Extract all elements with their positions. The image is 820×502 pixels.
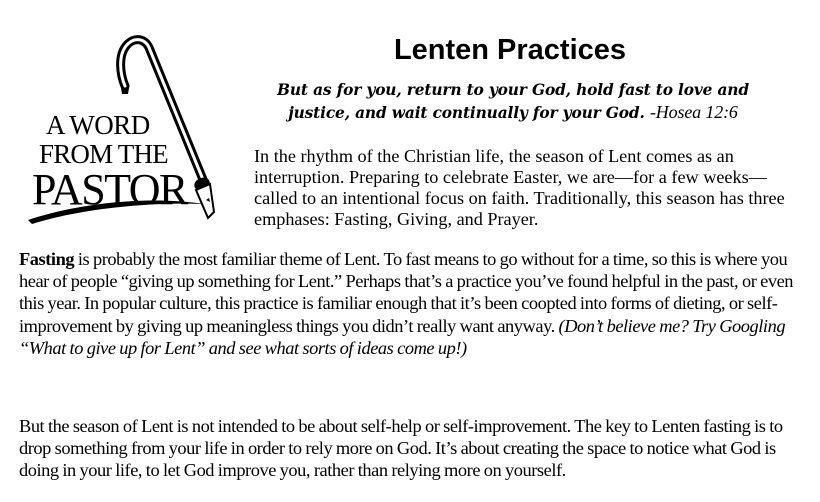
pastor-logo [22, 34, 217, 224]
verse-line-2 [262, 101, 764, 124]
article-title: Lenten Practices [393, 34, 627, 66]
verse-text: justice, and wait continually for your God. [288, 104, 645, 122]
svg-text:PASTOR: PASTOR [32, 165, 187, 214]
fasting-body: is probably the most familiar theme of Lent. To fast means to go without for a time, so this is where you hear of people “giving up something for Lent.” Perhaps that’s a practice you’ve found helpful in the past, or even this year. In popular culture, this practice is familiar enough that it’s been coopted into forms of dieting, or self-improvement by giving up meaningless things you didn’t really want anyway. [19, 249, 794, 336]
verse-reference: -Hosea 12:6 [649, 102, 738, 122]
intro-paragraph: In the rhythm of the Christian life, the season of Lent comes as an interruption. Preparing to celebrate Easter, we are—for a few weeks—called to an intentional focus on faith. Traditionally, this season has three emphases: Fasting, Giving, and Prayer. [254, 146, 785, 229]
scripture-verse [262, 79, 764, 124]
svg-text:FROM THE: FROM THE [39, 139, 168, 169]
svg-text:A WORD: A WORD [46, 110, 150, 140]
verse-line-1: But as for you, return to your God, hold fast to love and [277, 81, 749, 99]
fasting-paragraph [19, 248, 814, 359]
fasting-aside: (Don’t believe me? Try Googling “What to give up for Lent” and see what sorts of ideas come up!) [19, 315, 786, 358]
fasting-lead: Fasting [19, 249, 75, 269]
shepherd-crook-pen-icon [22, 34, 217, 224]
self-help-paragraph: But the season of Lent is not intended to be about self-help or self-improvement. The key to Lenten fasting is to drop something from your life in order to rely more on God. It’s about creating the space to notice what God is doing in your life, to let God improve you, rather than relying more on yourself. [19, 416, 783, 481]
